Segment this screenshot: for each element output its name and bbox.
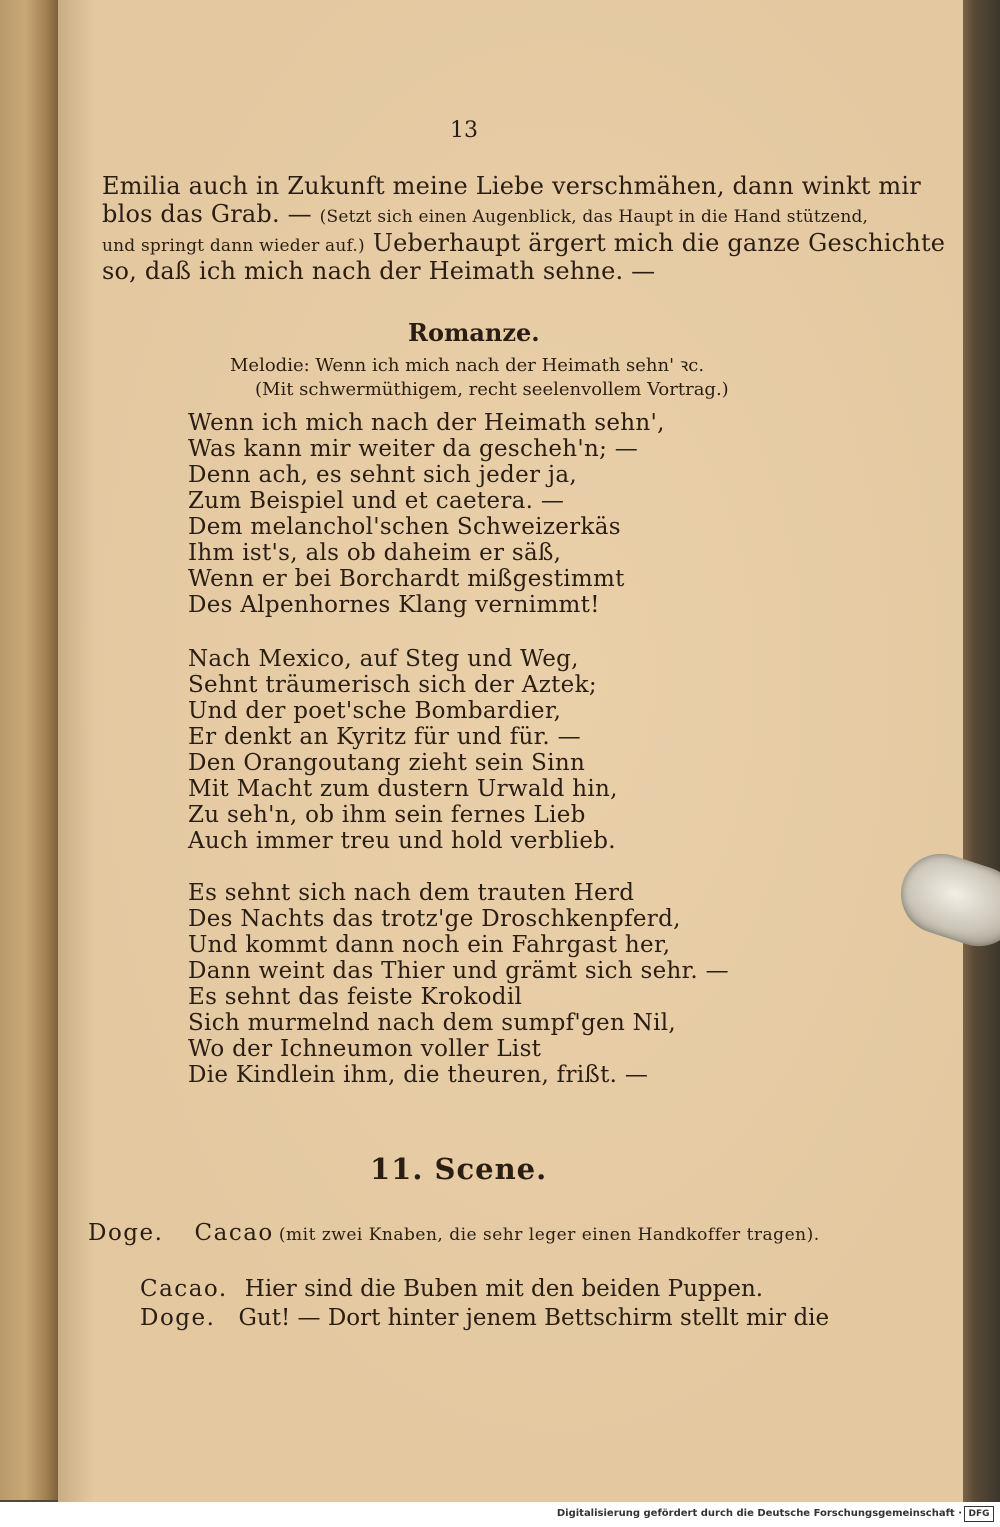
- verse-line: Und der poet'sche Bombardier,: [188, 698, 562, 724]
- song-title: Romanze.: [408, 318, 540, 347]
- verse-line: Wo der Ichneumon voller List: [188, 1036, 542, 1062]
- verse-line: Mit Macht zum dustern Urwald hin,: [188, 776, 618, 802]
- verse-line: Und kommt dann noch ein Fahrgast her,: [188, 932, 671, 958]
- speaker-name: Cacao.: [140, 1276, 228, 1302]
- verse-line: Die Kindlein ihm, die theuren, frißt. —: [188, 1062, 649, 1088]
- dfg-logo: DFG: [964, 1506, 994, 1522]
- verse-line: Wenn er bei Borchardt mißgestimmt: [188, 566, 625, 592]
- verse-line: Dann weint das Thier und grämt sich sehr. —: [188, 958, 729, 984]
- verse-line: Es sehnt sich nach dem trauten Herd: [188, 880, 635, 906]
- scene-heading: 11. Scene.: [370, 1152, 548, 1186]
- verse-line: Was kann mir weiter da gescheh'n; —: [188, 436, 639, 462]
- intro-text: Ueberhaupt ärgert mich die ganze Geschichte: [372, 229, 946, 257]
- intro-line-2: [102, 200, 868, 228]
- dialogue-line: [140, 1276, 763, 1302]
- speaker-name: Doge.: [140, 1305, 216, 1331]
- stage-direction: (mit zwei Knaben, die sehr leger einen Handkoffer tragen).: [278, 1225, 820, 1245]
- funding-credit: Digitalisierung gefördert durch die Deutsche Forschungsgemeinschaft ·: [556, 1508, 962, 1519]
- cast-line: [88, 1220, 820, 1246]
- intro-text: blos das Grab. —: [102, 200, 312, 228]
- intro-line-3: [102, 229, 945, 257]
- verse-line: Wenn ich mich nach der Heimath sehn',: [188, 410, 665, 436]
- stage-direction: (Setzt sich einen Augenblick, das Haupt in die Hand stützend,: [319, 207, 869, 227]
- verse-line: Zu seh'n, ob ihm sein fernes Lieb: [188, 802, 586, 828]
- delivery-note: (Mit schwermüthigem, recht seelenvollem Vortrag.): [255, 379, 729, 400]
- verse-line: Denn ach, es sehnt sich jeder ja,: [188, 462, 577, 488]
- verse-line: Des Nachts das trotz'ge Droschkenpferd,: [188, 906, 681, 932]
- left-page-edge: [0, 0, 62, 1500]
- stage-direction: und springt dann wieder auf.): [102, 236, 365, 256]
- page-number: 13: [450, 118, 478, 143]
- melody-note: Melodie: Wenn ich mich nach der Heimath sehn' ꝛc.: [230, 355, 705, 376]
- intro-text: Emilia auch in Zukunft meine Liebe verschmähen, dann winkt mir: [102, 172, 921, 200]
- intro-line-1: [102, 172, 921, 200]
- intro-text: so, daß ich mich nach der Heimath sehne. —: [102, 257, 656, 285]
- verse-line: Ihm ist's, als ob daheim er säß,: [188, 540, 562, 566]
- verse-line: Sich murmelnd nach dem sumpf'gen Nil,: [188, 1010, 677, 1036]
- intro-line-4: [102, 257, 655, 285]
- verse-line: Auch immer treu und hold verblieb.: [188, 828, 616, 854]
- verse-line: Sehnt träumerisch sich der Aztek;: [188, 672, 597, 698]
- verse-line: Den Orangoutang zieht sein Sinn: [188, 750, 586, 776]
- verse-line: Dem melanchol'schen Schweizerkäs: [188, 514, 621, 540]
- dialogue-text: Hier sind die Buben mit den beiden Puppen.: [244, 1276, 764, 1302]
- speaker-name: Cacao: [194, 1220, 274, 1246]
- speaker-name: Doge.: [88, 1220, 164, 1246]
- dialogue-text: Gut! — Dort hinter jenem Bettschirm stellt mir die: [238, 1305, 830, 1331]
- verse-line: Es sehnt das feiste Krokodil: [188, 984, 523, 1010]
- verse-line: Er denkt an Kyritz für und für. —: [188, 724, 581, 750]
- verse-line: Nach Mexico, auf Steg und Weg,: [188, 646, 579, 672]
- right-book-edge: [963, 0, 1000, 1502]
- dialogue-line: [140, 1305, 829, 1331]
- verse-line: Des Alpenhornes Klang vernimmt!: [188, 592, 600, 618]
- verse-line: Zum Beispiel und et caetera. —: [188, 488, 565, 514]
